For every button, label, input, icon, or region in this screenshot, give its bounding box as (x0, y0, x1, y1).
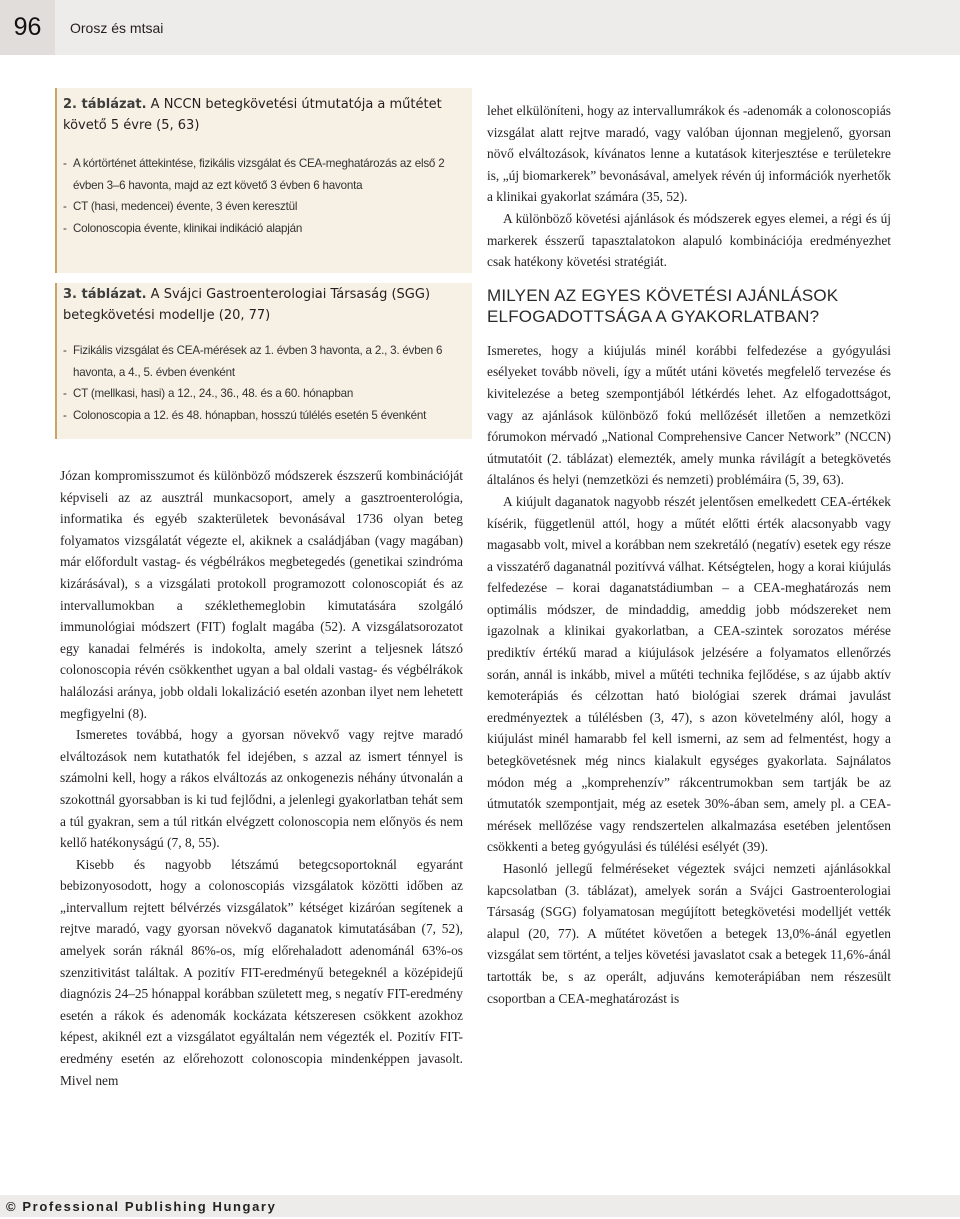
table-3-number: 3. táblázat. (63, 287, 147, 302)
dash-bullet-icon: - (63, 387, 67, 400)
table-3-box (55, 283, 472, 439)
dash-bullet-icon: - (63, 221, 67, 235)
page-number: 96 (0, 0, 55, 55)
table-2-title: A NCCN betegkövetési útmutatója a műtétet követő 5 évre (5, 63) (63, 97, 442, 133)
list-item-text: Fizikális vizsgálat és CEA-mérések az 1. évben 3 havonta, a 2., 3. évben 6 havonta, a 4., 5. évben évenként (73, 344, 443, 379)
list-item (63, 218, 467, 240)
page-header (0, 0, 960, 57)
section-heading: MILYEN AZ EGYES KÖVETÉSI AJÁNLÁSOK ELFOGADOTTSÁGA A GYAKORLATBAN? (487, 285, 839, 326)
left-column (60, 465, 463, 1091)
list-item (63, 405, 467, 427)
list-item-text: A kórtörténet áttekintése, fizikális vizsgálat és CEA-meghatározás az első 2 évben 3–6 havonta, majd az ezt követő 3 évben 6 havonta (73, 157, 445, 192)
paragraph: lehet elkülöníteni, hogy az intervallumrákok és -adenomák a colonoscopiás vizsgálat alatt rejtve maradó, vagy valóban újonnan megjelenő, gyorsan növő elváltozások, kívánatos lenne a kutatások kiterjesztése e területekre is, „új biomarkerek” bevonásával, amelyek révén új információk nyerhetők a klinikai gyakorlat számára (35, 52). (487, 103, 891, 205)
list-item-text: Colonoscopia a 12. és 48. hónapban, hosszú túlélés esetén 5 évenként (73, 408, 427, 422)
paragraph: Józan kompromisszumot és különböző módszerek észszerű kombinációját képviseli az az ausztrál munkacsoport, amely a gasztroenterológia, informatika és egyéb szakterületek bevonásával 1736 olyan beteg folyamatos vizsgálatát végezte el, akiknek a családjában (vagy magában) már előfordult vastag- és végbélrákos megbetegedés (genetikai szindróma kizárásával), s a vizsgálati protokoll programozott colonoscopiát és az intervallumokban a széklethemeglobin kimutatására szolgáló immunológiai módszert (FIT) foglalt magába (52). A vizsgálatsorozatot egy kanadai felmérés is indokolta, amely szerint a teljesnek látszó colonoscopia révén csökkenthet ugyan a bal oldali vastag- és végbélrákok halálozási aránya, jobb oldali lokalizáció esetén azonban ilyet nem lehetett megfigyelni (8). (60, 468, 463, 721)
list-item (63, 383, 467, 405)
paragraph: A kiújult daganatok nagyobb részét jelentősen emelkedett CEA-értékek kísérik, függetlenül attól, hogy a műtét előtti érték alacsonyabb vagy magasabb volt, mivel a korábban nem szekretáló (negatív) esetek egy része a visszatérő daganatnál pozitívvá válhat. Kétségtelen, hogy a korai kiújulás felfedezése – korai daganatstádiumban – a CEA-meghatározás nem optimális módszer, de mindaddig, ameddig jobb módszereket nem igazolnak a klinikai gyakorlatban, a CEA-szintek sorozatos mérése prediktív értékű marad a kiújulások jelzésére a folyamatos ellenőrzés során, annál is inkább, mivel a műtéti technika fejlődése, s az újabb aktív kemoterápiás és célzottan ható biológiai szerek drámai javulást eredményeztek a túlélésben (3, 47), s azon követelmény alól, hogy a kiújulást minél hamarabb fel kell ismerni, az sem ad felmentést, hogy a betegkövetésnek még nincs kialakult egységes gyakorlata. Sajnálatos módon még a „komprehenzív” rákcentrumokban sem tartják be az útmutatók szempontjait, még az esetek 30%-ában sem, amely pl. a CEA-mérések mellőzése vagy rendszertelen alkalmazása esetében jelentősen csökkenti a beteg gyógyulási és túlélési esélyét (39). (487, 493, 891, 855)
table-2-box (55, 88, 472, 273)
running-title: Orosz és mtsai (55, 0, 960, 55)
list-item-text: CT (mellkasi, hasi) a 12., 24., 36., 48. és a 60. hónapban (73, 387, 354, 400)
dash-bullet-icon: - (63, 408, 67, 422)
list-item-text: Colonoscopia évente, klinikai indikáció alapján (73, 221, 303, 235)
table-3-title: A Svájci Gastroenterologiai Társaság (SGG) betegkövetési modellje (20, 77) (63, 287, 431, 323)
dash-bullet-icon: - (63, 200, 67, 213)
dash-bullet-icon: - (63, 157, 67, 170)
list-item (63, 153, 467, 196)
paragraph: Kisebb és nagyobb létszámú betegcsoportoknál egyaránt bebizonyosodott, hogy a colonoscopiás vizsgálatok közötti időben az „intervallum rejtett bélvérzés vizsgálatok” kétséget kizáróan segítenek a rejtve maradó, vagy gyorsan növekvő daganatok kimutatásában (7, 52), amelyek során ráknál 86%-os, míg előrehaladott adenománál 63%-os szenzitivitást találtak. A pozitív FIT-eredményű betegeknél a középidejű diagnózis 24–25 hónappal korábban született meg, s negatív FIT-eredmény esetén a rákok és adenomák kockázata kétszeresen csökkent azokhoz képest, akiknél ezt a vizsgálatot egyáltalán nem végezték el. Pozitív FIT-eredmény esetén az előrehozott colonoscopia mindenképpen javasolt. Mivel nem (60, 856, 463, 1088)
list-item (63, 196, 467, 218)
table-2-caption (63, 94, 467, 136)
paragraph: Ismeretes, hogy a kiújulás minél korábbi felfedezése a gyógyulási esélyeket tovább növeli, így a műtét utáni követés megfelelő tervezése és kivitelezése a beteg szempontjából létkérdés lehet. Az elfogadottságot, vagy az ajánlások különböző fokú mellőzését illetően a nemzetközi fórumokon mérvadó „National Comprehensive Cancer Network” (NCCN) útmutatóit (2. táblázat) elemezték, amely munka rávilágít a betegkövetés általános és helyi (nemzetközi és nemzeti) problémáira (5, 39, 63). (487, 342, 891, 488)
table-2-number: 2. táblázat. (63, 97, 147, 112)
dash-bullet-icon: - (63, 344, 67, 357)
table-3-caption (63, 284, 467, 326)
list-item (63, 340, 467, 383)
paragraph: Hasonló jellegű felméréseket végeztek svájci nemzeti ajánlásokkal kapcsolatban (3. táblázat), amelyek során a Svájci Gastroenterologiai Társaság (SGG) folyamatosan megújított betegkövetési modelljét vették alapul (20, 77). A műtétet követően a betegek 13,0%-ánál egyetlen vizsgálat sem történt, a teljes követési javaslatot csak a betegek 11,6%-ánál tartották be, s az operált, adjuváns kemoterápiában nem részesült csoportban a CEA-meghatározást is (487, 861, 891, 1006)
paragraph: Ismeretes továbbá, hogy a gyorsan növekvő vagy rejtve maradó elváltozások nem kutathatók fel idejében, s azzal az ismert ténnyel is számolni kell, hogy a rákos elváltozás az onkogenezis néhány útvonalán a szokottnál gyorsabban is ki tud fejlődni, a jelenlegi gyakorlatban tehát sem a túl gyakran, sem a túl ritkán elvégzett colonoscopia nem előnyös és nem kellő hatékonyságú (7, 8, 55). (60, 727, 463, 851)
paragraph: A különböző követési ajánlások és módszerek egyes elemei, a régi és új markerek ésszerű tapasztalatokon alapuló kombinációja eredményezhet csak hatékony követési stratégiát. (487, 210, 891, 270)
table-2-list (63, 153, 467, 239)
list-item-text: CT (hasi, medencei) évente, 3 éven keresztül (73, 200, 298, 213)
right-column (487, 100, 891, 1009)
table-3-list (63, 340, 467, 426)
page-footer: © Professional Publishing Hungary (0, 1195, 960, 1217)
